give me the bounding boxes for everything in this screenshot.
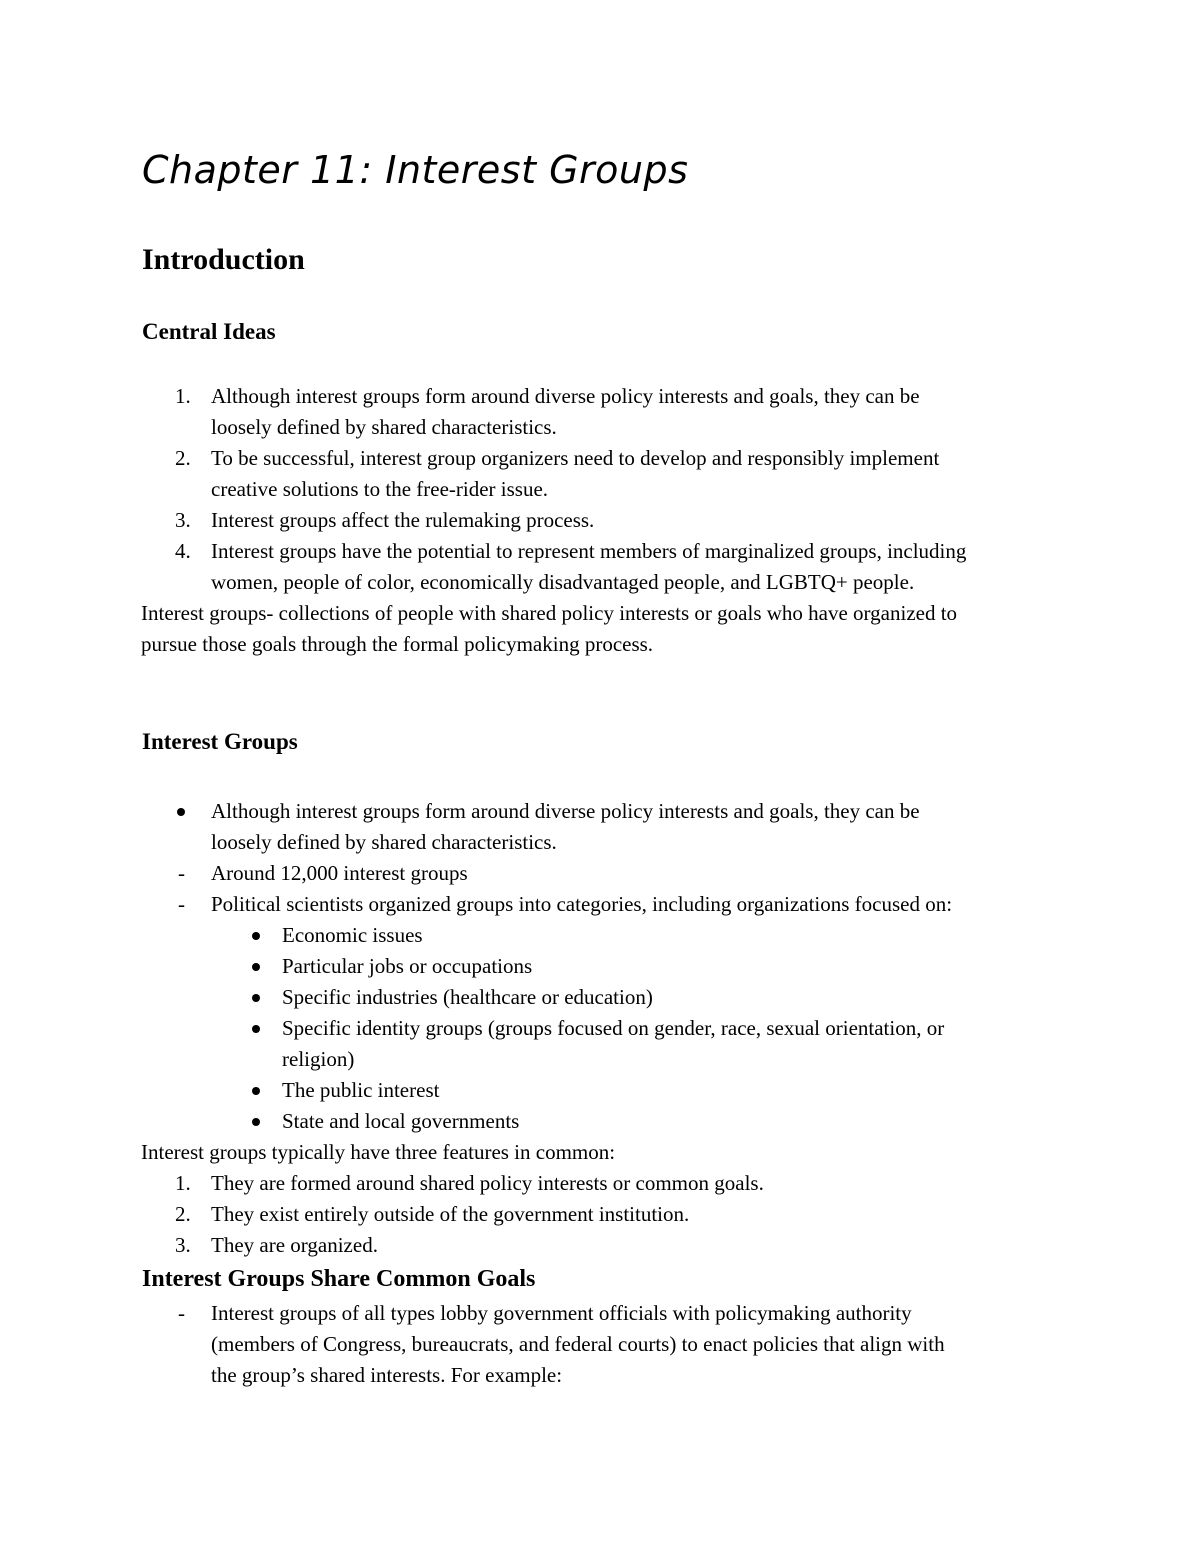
bullet-icon [252,1118,260,1126]
bullet-icon [252,963,260,971]
dash-marker: - [178,892,185,916]
interest-groups-heading: Interest Groups [142,729,298,754]
list-marker: 4. [175,539,191,563]
bullet-line: loosely defined by shared characteristics. [211,830,557,854]
document-title: Chapter 11: Interest Groups [142,148,689,192]
dash-item-line: the group’s shared interests. For example: [211,1363,563,1387]
dash-item-line: Interest groups of all types lobby government officials with policymaking authority [211,1301,912,1325]
category-item: The public interest [282,1078,440,1102]
category-item: Specific identity groups (groups focused on gender, race, sexual orientation, or [282,1016,945,1040]
list-item-line: women, people of color, economically disadvantaged people, and LGBTQ+ people. [211,570,915,594]
list-item-line: To be successful, interest group organizers need to develop and responsibly implement [211,446,940,470]
list-marker: 1. [175,1171,191,1195]
central-ideas-heading: Central Ideas [142,319,276,344]
definition-line: Interest groups- collections of people with shared policy interests or goals who have organized to [141,601,958,625]
feature-item: They exist entirely outside of the government institution. [211,1202,690,1226]
category-item: Particular jobs or occupations [282,954,533,978]
dash-marker: - [178,1301,185,1325]
list-item-line: Interest groups affect the rulemaking process. [211,508,595,532]
category-item: Economic issues [282,923,423,947]
list-item-line: Interest groups have the potential to represent members of marginalized groups, including [211,539,967,563]
bullet-icon [252,932,260,940]
category-item: State and local governments [282,1109,520,1133]
category-item: religion) [282,1047,355,1071]
introduction-heading: Introduction [142,243,305,276]
bullet-line: Although interest groups form around diverse policy interests and goals, they can be [211,799,920,823]
features-intro: Interest groups typically have three features in common: [141,1140,616,1164]
list-item-line: loosely defined by shared characteristics. [211,415,557,439]
list-marker: 1. [175,384,191,408]
list-marker: 3. [175,508,191,532]
bullet-icon [252,1025,260,1033]
feature-item: They are organized. [211,1233,378,1257]
dash-item: Around 12,000 interest groups [211,861,468,885]
dash-marker: - [178,861,185,885]
common-goals-heading: Interest Groups Share Common Goals [142,1266,536,1292]
bullet-icon [177,808,185,816]
category-item: Specific industries (healthcare or education) [282,985,653,1009]
bullet-icon [252,994,260,1002]
list-item-line: creative solutions to the free-rider issue. [211,477,549,501]
list-marker: 3. [175,1233,191,1257]
feature-item: They are formed around shared policy interests or common goals. [211,1171,764,1195]
list-marker: 2. [175,446,191,470]
list-item-line: Although interest groups form around diverse policy interests and goals, they can be [211,384,920,408]
bullet-icon [252,1087,260,1095]
dash-item-line: (members of Congress, bureaucrats, and federal courts) to enact policies that align with [211,1332,945,1356]
list-marker: 2. [175,1202,191,1226]
dash-item: Political scientists organized groups into categories, including organizations focused on: [211,892,953,916]
definition-line: pursue those goals through the formal policymaking process. [141,632,654,656]
